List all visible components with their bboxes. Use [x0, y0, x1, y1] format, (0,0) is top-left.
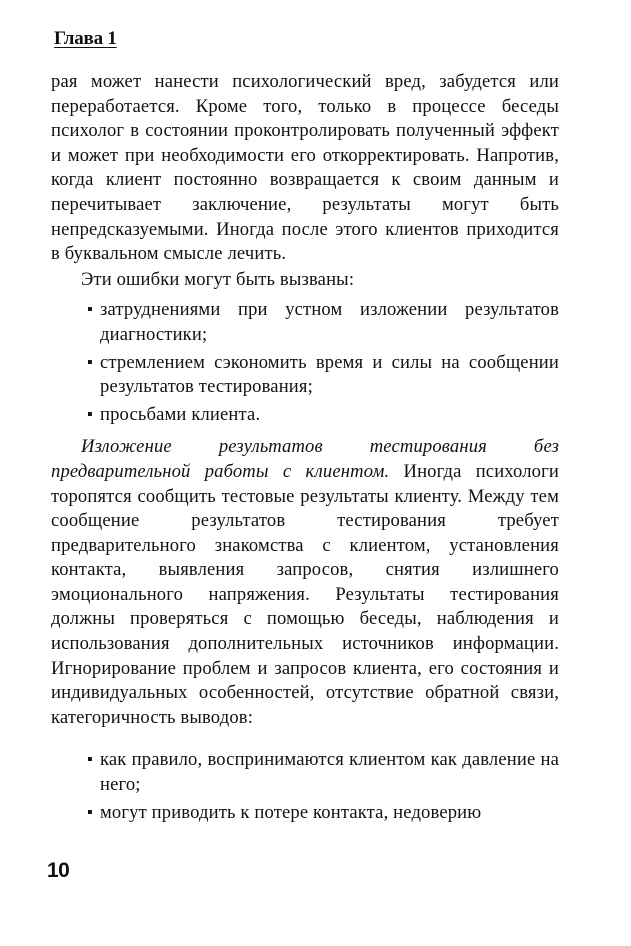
paragraph [51, 435, 559, 730]
list-item [51, 748, 559, 797]
list-item [51, 351, 559, 400]
bullet-icon: ▪ [87, 405, 93, 423]
bullet-list [51, 748, 559, 825]
page-body [51, 70, 559, 828]
bullet-icon: ▪ [87, 803, 93, 821]
list-item-text: просьбами клиента. [100, 403, 261, 425]
bullet-icon: ▪ [87, 751, 93, 769]
bullet-icon: ▪ [87, 353, 93, 371]
list-item-text: затруднениями при устном изложении результатов диагностики; [100, 299, 559, 345]
paragraph: рая может нанести психологический вред, забудется или переработается. Кроме того, только в процессе беседы психолог в состоянии проконтролировать полученный эффект и может при необходимости его откорректировать. Напротив, когда клиент постоянно возвращается к своим данным и перечитывает заключение, результаты могут быть непредсказуемыми. Иногда после этого клиентов приходится в буквальном смысле лечить. [51, 71, 559, 265]
list-item-text: как правило, воспринимаются клиентом как давление на него; [100, 749, 559, 796]
page-number: 10 [47, 859, 70, 882]
list-item [51, 403, 559, 428]
list-item [51, 298, 559, 347]
paragraph: Эти ошибки могут быть вызваны: [81, 268, 355, 290]
bullet-list [51, 298, 559, 427]
list-item-text: стремлением сэкономить время и силы на сообщении результатов тестирования; [100, 351, 559, 398]
paragraph-text: Иногда психологи торопятся сообщить тестовые результаты клиенту. Между тем сообщение результатов тестирования требует предварительного знакомства с клиентом, установления контакта, выявления запросов, снятия излишнего эмоционального напряжения. Результаты тестирования должны проверяться с помощью беседы, наблюдения и использования дополнительных источников информации. Игнорирование проблем и запросов клиента, его состояния и индивидуальных особенностей, отсутствие обратной связи, категоричность выводов: [51, 460, 559, 728]
list-item [51, 801, 559, 826]
list-item-text: могут приводить к потере контакта, недоверию [100, 801, 482, 823]
chapter-heading: Глава 1 [54, 28, 117, 49]
bullet-icon: ▪ [87, 301, 93, 319]
italic-lead-in: Изложение результатов тестирования без предварительной работы с клиентом. [51, 436, 559, 482]
